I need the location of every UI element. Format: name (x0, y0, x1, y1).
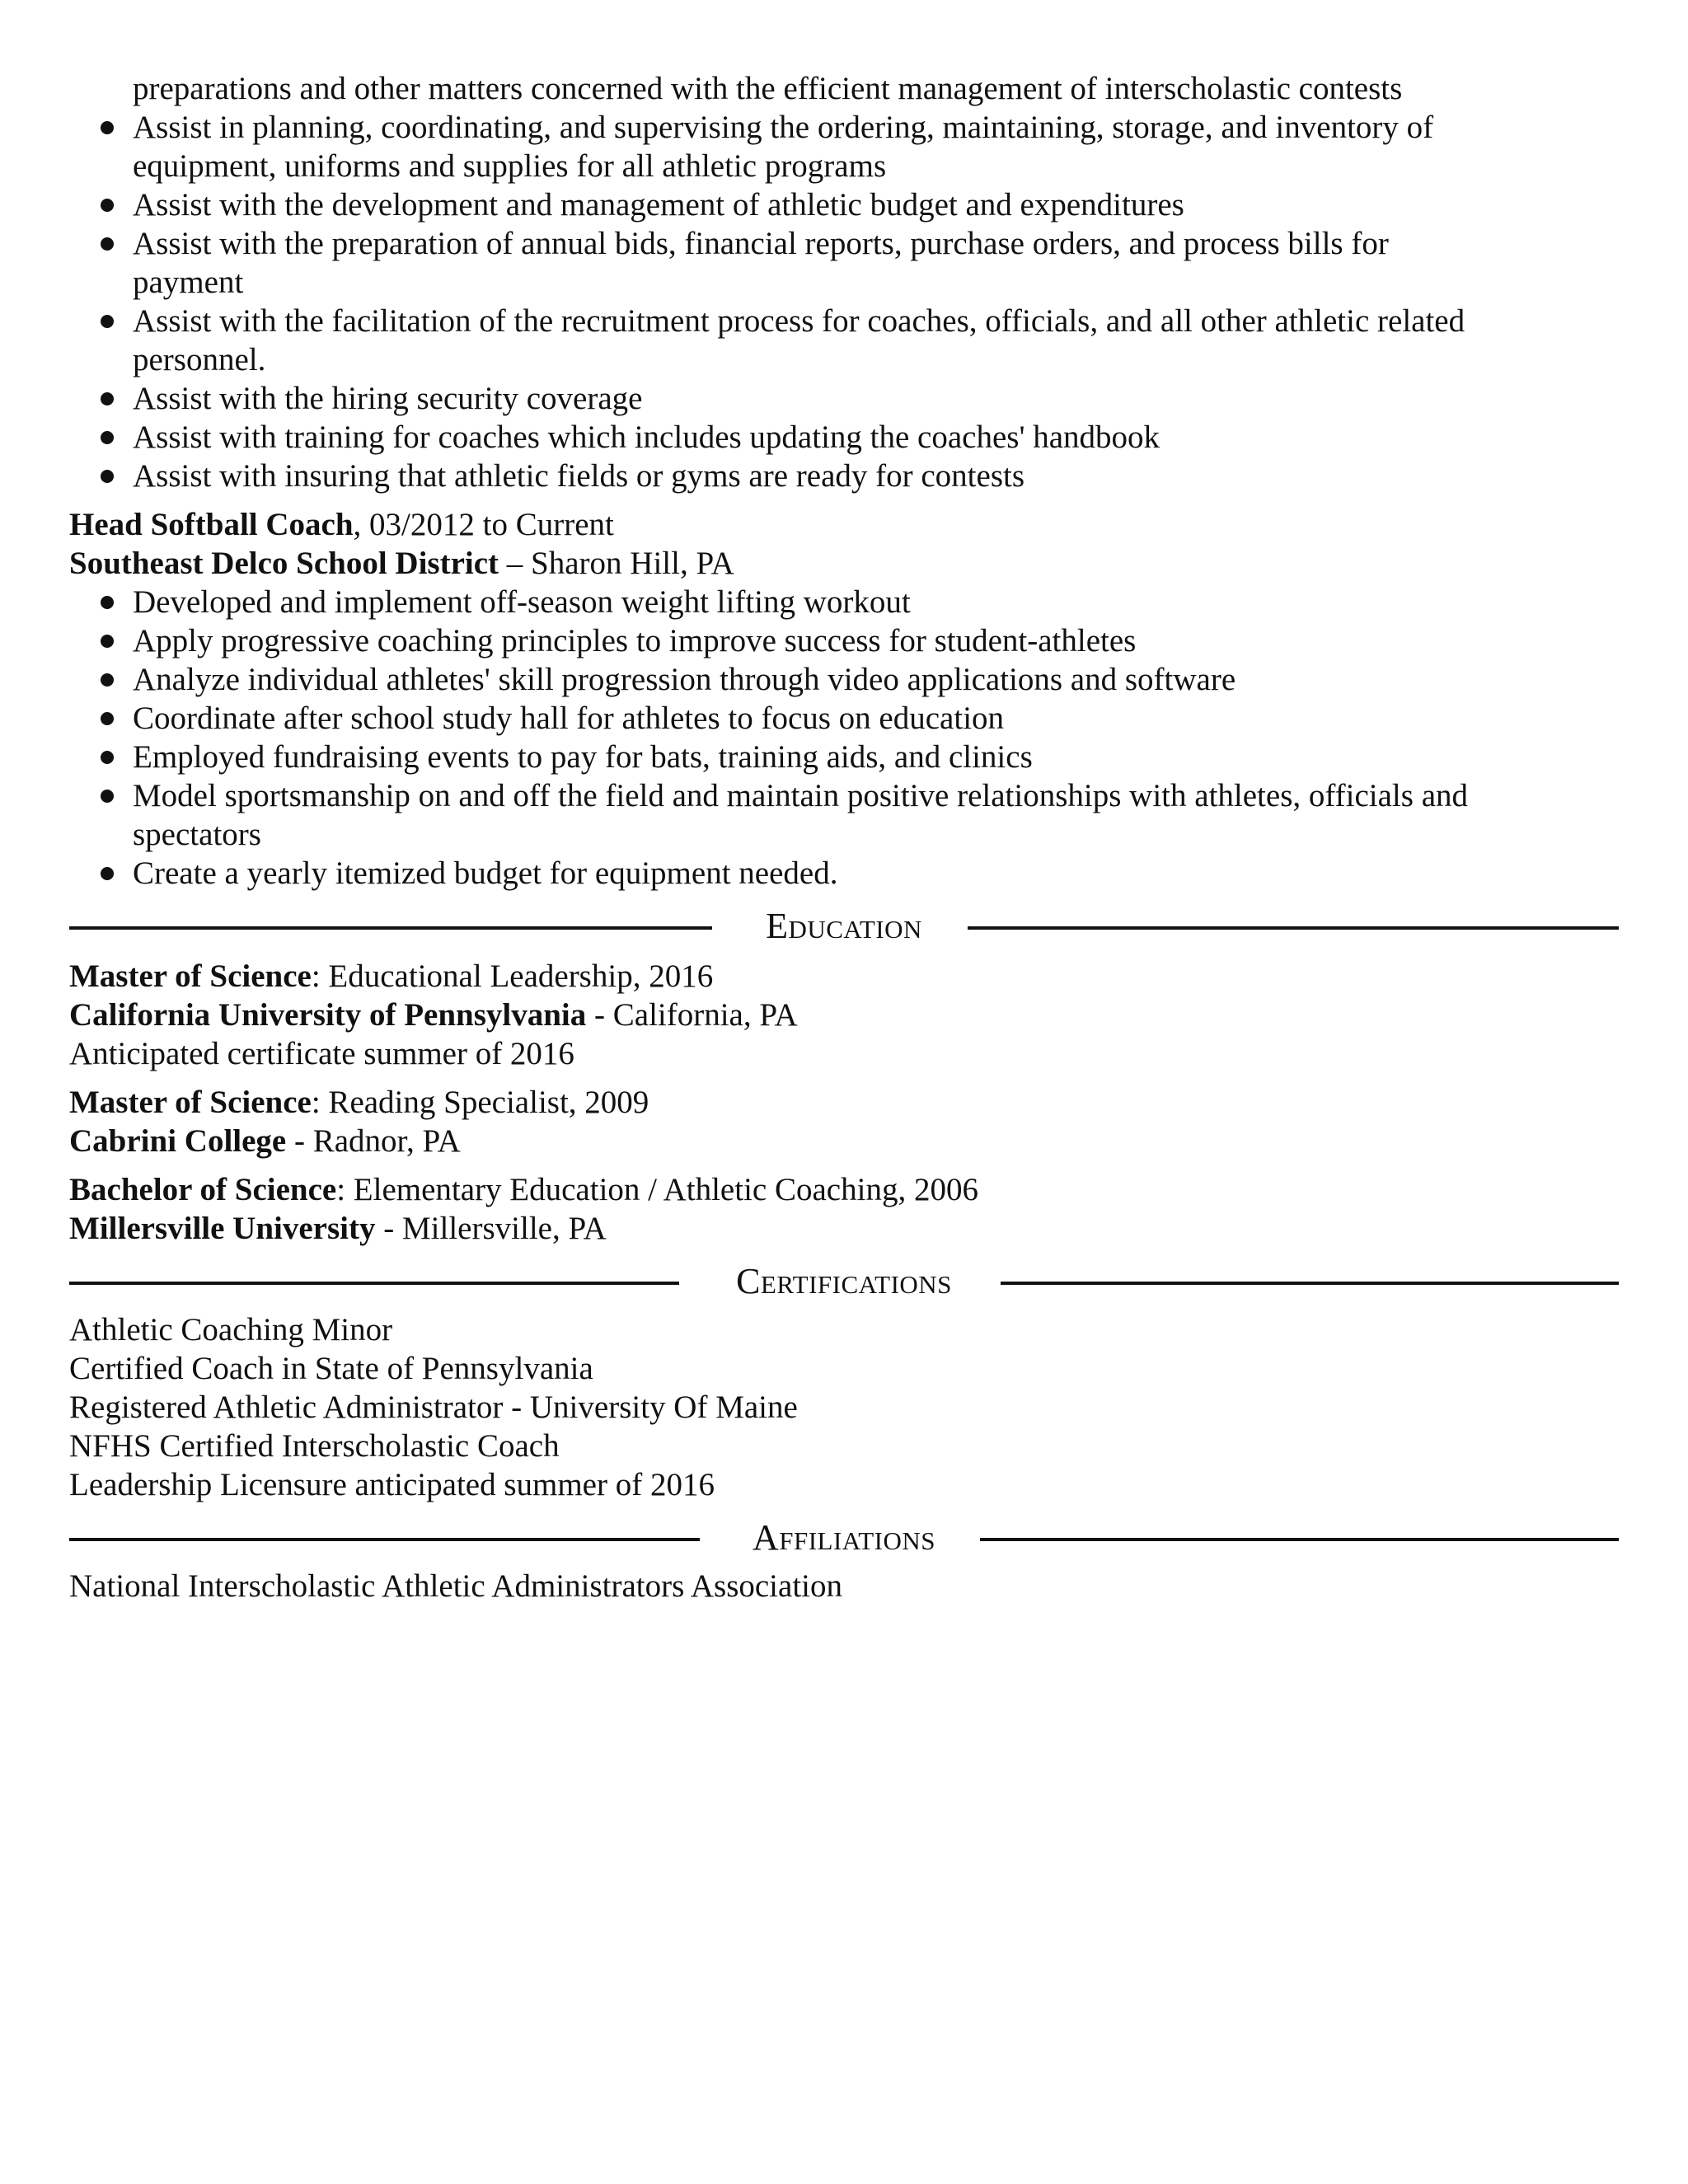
list-item: Assist with the hiring security coverage (69, 379, 1619, 418)
list-item: NFHS Certified Interscholastic Coach (69, 1428, 560, 1464)
education-entry (69, 957, 1619, 1073)
school-location: - Millersville, PA (375, 1211, 607, 1246)
job-bullet-list (69, 583, 1619, 893)
degree-field: : Reading Specialist, 2009 (311, 1085, 649, 1120)
list-item: Assist with the facilitation of the recruitment process for coaches, officials, and all other athletic related personnel. (69, 302, 1619, 379)
employer-name: Southeast Delco School District (69, 546, 499, 581)
section-title: Certifications (715, 1261, 973, 1301)
experience-bullet-list (69, 108, 1619, 495)
list-item: Assist with insuring that athletic fields or gyms are ready for contests (69, 457, 1619, 495)
employer-line (69, 544, 1619, 583)
bullet-icon (101, 121, 114, 134)
education-entry (69, 1170, 1619, 1248)
section-heading-affiliations (69, 1512, 1619, 1563)
bullet-icon (101, 431, 114, 444)
list-item: Leadership Licensure anticipated summer of 2016 (69, 1467, 715, 1502)
section-title: Affiliations (731, 1517, 957, 1558)
bullet-icon (101, 470, 114, 483)
bullet-icon (101, 199, 114, 212)
degree: Master of Science (69, 1085, 312, 1120)
list-item: Certified Coach in State of Pennsylvania (69, 1351, 593, 1386)
school-name: Cabrini College (69, 1123, 287, 1159)
section-heading-education (69, 901, 1619, 952)
school-location: - Radnor, PA (286, 1123, 461, 1159)
bullet-icon (101, 237, 114, 251)
degree: Bachelor of Science (69, 1172, 337, 1207)
affiliations-list (69, 1567, 1619, 1605)
bullet-icon (101, 635, 114, 648)
school-name: Millersville University (69, 1211, 376, 1246)
list-item: Assist with training for coaches which includes updating the coaches' handbook (69, 418, 1619, 457)
bullet-icon (101, 673, 114, 687)
list-item: Assist with the development and management of athletic budget and expenditures (69, 185, 1619, 224)
list-item: Analyze individual athletes' skill progression through video applications and software (69, 660, 1619, 699)
resume-content (69, 69, 1619, 1605)
certifications-list (69, 1310, 1619, 1504)
employer-location: – Sharon Hill, PA (499, 546, 734, 581)
list-item: Coordinate after school study hall for athletes to focus on education (69, 699, 1619, 738)
education-note: Anticipated certificate summer of 2016 (69, 1036, 574, 1071)
list-item: National Interscholastic Athletic Administrators Association (69, 1568, 842, 1604)
degree-field: : Educational Leadership, 2016 (311, 958, 714, 994)
bullet-icon (101, 596, 114, 609)
bullet-icon (101, 315, 114, 328)
list-item: Create a yearly itemized budget for equipment needed. (69, 854, 1619, 893)
list-item: Model sportsmanship on and off the field and maintain positive relationships with athletes, officials and spectators (69, 776, 1619, 854)
school-location: - California, PA (586, 997, 798, 1033)
education-entry (69, 1083, 1619, 1160)
school-name: California University of Pennsylvania (69, 997, 587, 1033)
bullet-icon (101, 790, 114, 803)
bullet-continuation: preparations and other matters concerned with the efficient management of interscholastic contests (133, 71, 1403, 106)
list-item: Assist in planning, coordinating, and supervising the ordering, maintaining, storage, and inventory of equipment, uniforms and supplies for all athletic programs (69, 108, 1619, 185)
degree-field: : Elementary Education / Athletic Coaching, 2006 (336, 1172, 978, 1207)
list-item: Registered Athletic Administrator - University Of Maine (69, 1390, 798, 1425)
list-item: Assist with the preparation of annual bids, financial reports, purchase orders, and process bills for payment (69, 224, 1619, 302)
section-heading-certifications (69, 1256, 1619, 1307)
job-dates: , 03/2012 to Current (353, 507, 614, 542)
bullet-icon (101, 751, 114, 764)
job-title-line (69, 505, 1619, 544)
bullet-icon (101, 867, 114, 880)
list-item: Employed fundraising events to pay for bats, training aids, and clinics (69, 738, 1619, 776)
bullet-icon (101, 392, 114, 405)
list-item: Developed and implement off-season weight lifting workout (69, 583, 1619, 621)
job-title: Head Softball Coach (69, 507, 354, 542)
degree: Master of Science (69, 958, 312, 994)
bullet-icon (101, 712, 114, 725)
list-item: Athletic Coaching Minor (69, 1312, 393, 1347)
section-title: Education (744, 906, 944, 946)
list-item: Apply progressive coaching principles to improve success for student-athletes (69, 621, 1619, 660)
